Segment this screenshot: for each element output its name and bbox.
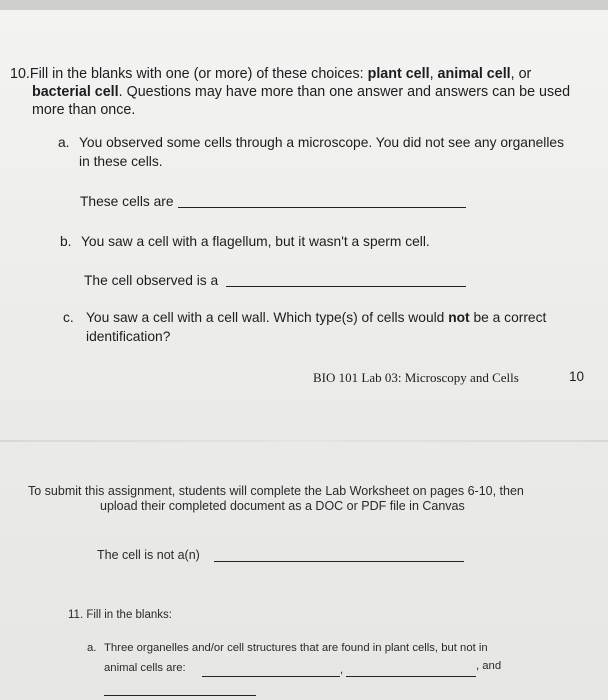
submit-note-line-1: To submit this assignment, students will complete the Lab Worksheet on pages 6-10, then xyxy=(28,484,524,498)
question-10c-line-1: You saw a cell with a cell wall. Which type(s) of cells would not be a correct xyxy=(86,310,547,325)
course-footer: BIO 101 Lab 03: Microscopy and Cells xyxy=(313,370,519,385)
page-break xyxy=(0,440,608,442)
answer-separator-and: , and xyxy=(476,660,502,672)
question-11-title: 11. Fill in the blanks: xyxy=(68,609,172,621)
answer-blank-11a-2[interactable] xyxy=(346,676,476,677)
answer-blank-11a-1[interactable] xyxy=(202,676,340,677)
question-10-line-1: 10.Fill in the blanks with one (or more) of these choices: plant cell, animal cell, or xyxy=(10,66,532,82)
question-11a-label: a. xyxy=(87,642,97,654)
question-10c-label: c. xyxy=(63,310,74,325)
question-10a-line-1: You observed some cells through a microscope. You did not see any organelles xyxy=(79,135,564,150)
answer-blank-10a[interactable] xyxy=(178,207,466,208)
question-10b-prompt: The cell observed is a xyxy=(84,273,219,288)
question-10a-label: a. xyxy=(58,135,70,150)
question-10c-line-2: identification? xyxy=(86,329,171,344)
question-11a-line-1: Three organelles and/or cell structures that are found in plant cells, but not in xyxy=(104,642,488,654)
question-11a-line-2: animal cells are: xyxy=(104,662,186,674)
question-10a-prompt: These cells are xyxy=(80,194,174,209)
answer-blank-10c[interactable] xyxy=(214,561,464,562)
submit-note-line-2: upload their completed document as a DOC or PDF file in Canvas xyxy=(100,499,465,513)
question-10-line-2: bacterial cell. Questions may have more than one answer and answers can be used xyxy=(32,84,571,100)
question-10b-label: b. xyxy=(60,234,72,249)
page-top-edge xyxy=(0,0,608,10)
question-10b-text: You saw a cell with a flagellum, but it wasn't a sperm cell. xyxy=(81,234,430,249)
answer-separator-comma: , xyxy=(340,664,344,676)
answer-blank-11a-3[interactable] xyxy=(104,695,256,696)
question-10-line-3: more than once. xyxy=(32,102,136,118)
question-10a-line-2: in these cells. xyxy=(79,154,163,169)
page-number: 10 xyxy=(569,369,585,384)
answer-blank-10b[interactable] xyxy=(226,286,466,287)
question-10c-prompt: The cell is not a(n) xyxy=(97,548,200,562)
